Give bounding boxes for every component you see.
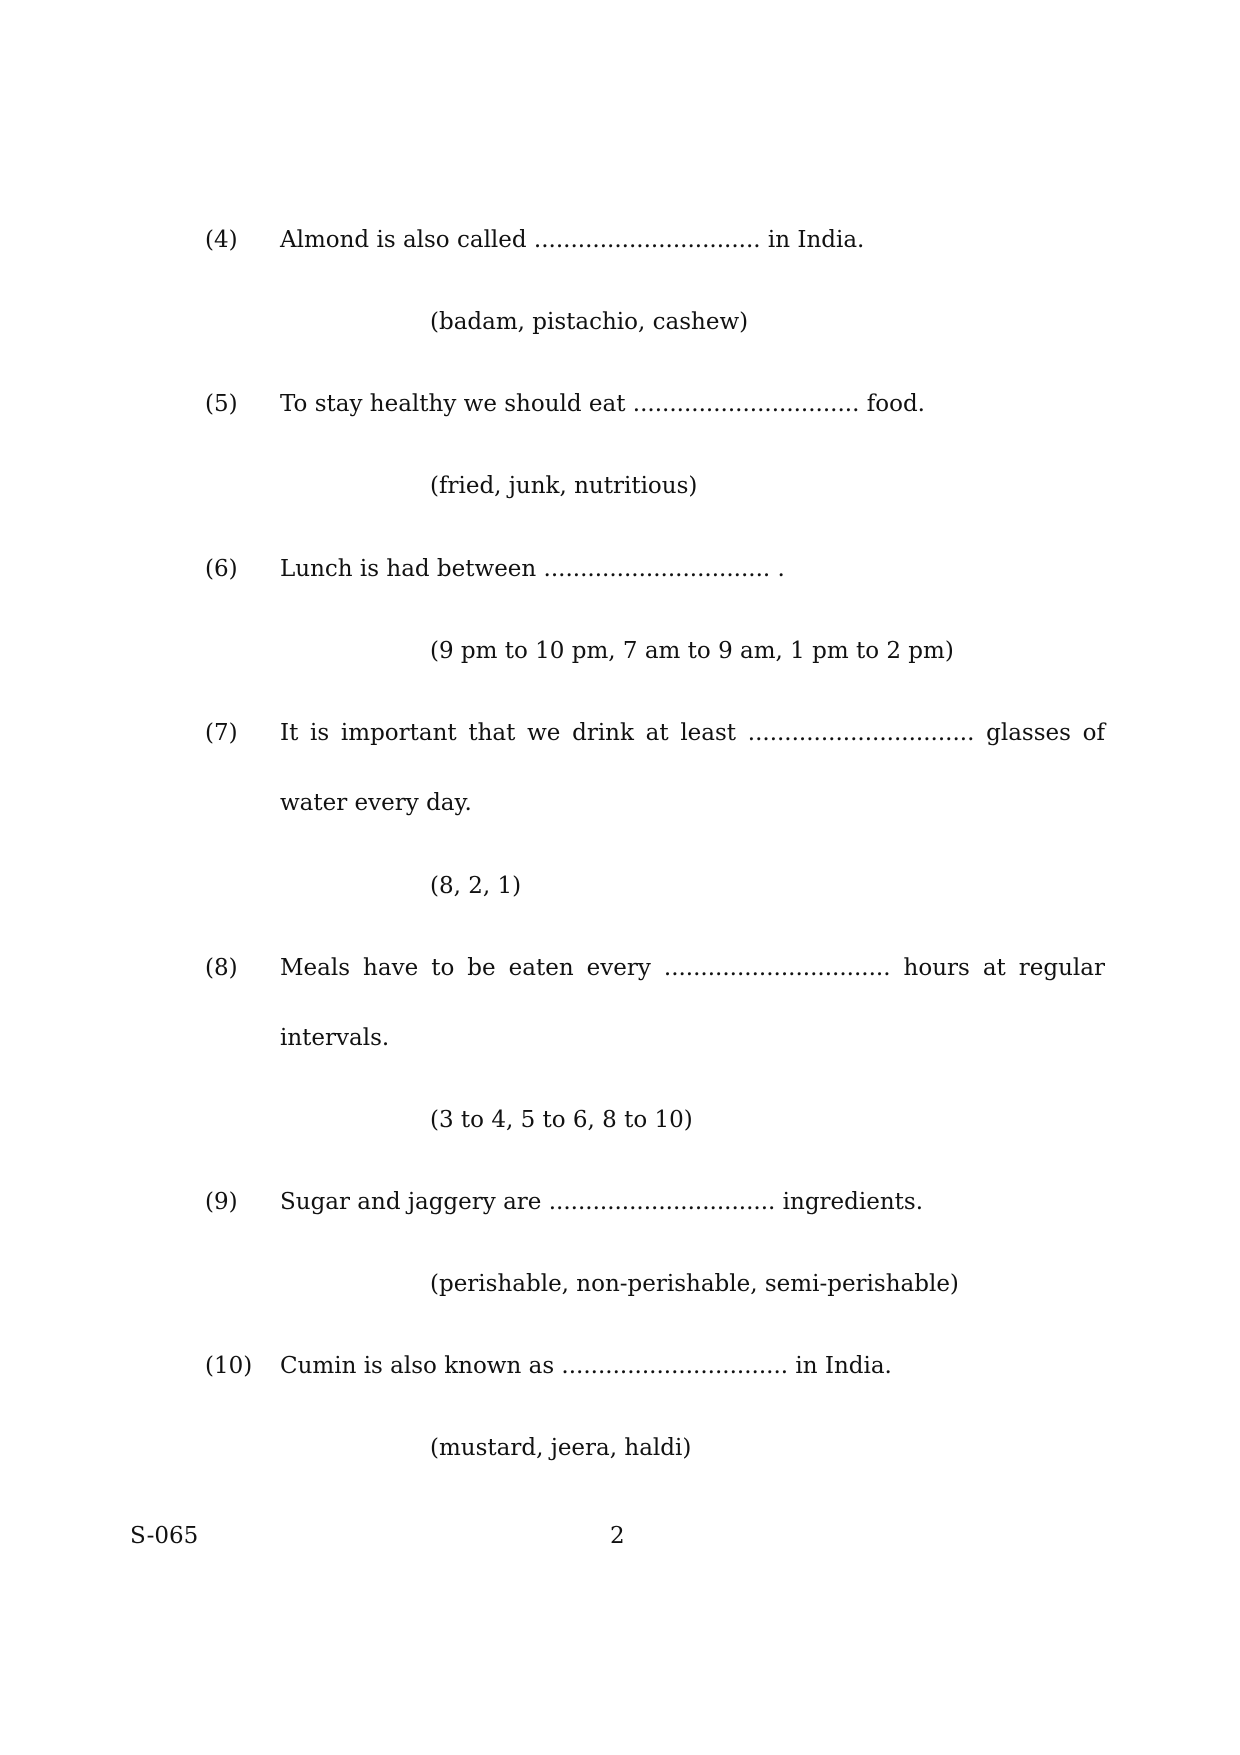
question-9-options: (perishable, non-perishable, semi-perishable)	[430, 1271, 959, 1297]
question-7	[205, 698, 1105, 838]
question-number: (5)	[205, 391, 238, 417]
question-6-options: (9 pm to 10 pm, 7 am to 9 am, 1 pm to 2 pm)	[430, 638, 954, 664]
question-4-options: (badam, pistachio, cashew)	[430, 309, 749, 335]
question-number: (7)	[205, 720, 238, 746]
paper-code: S-065	[130, 1523, 199, 1549]
question-8	[205, 933, 1105, 1073]
question-number: (10)	[205, 1353, 253, 1379]
question-6	[205, 534, 1105, 604]
question-7-options: (8, 2, 1)	[430, 873, 522, 899]
question-number: (6)	[205, 556, 238, 582]
question-10-options: (mustard, jeera, haldi)	[430, 1435, 692, 1461]
question-text: To stay healthy we should eat ............................... food.	[280, 391, 925, 417]
question-9	[205, 1167, 1105, 1237]
question-number: (9)	[205, 1189, 238, 1215]
question-text: It is important that we drink at least ............................... glasses of water every day.	[280, 720, 1105, 816]
question-number: (8)	[205, 955, 238, 981]
question-text: Almond is also called ............................... in India.	[280, 227, 865, 253]
question-5	[205, 369, 1105, 439]
question-4	[205, 205, 1105, 275]
question-10	[205, 1331, 1105, 1401]
question-8-options: (3 to 4, 5 to 6, 8 to 10)	[430, 1107, 693, 1133]
page-number: 2	[610, 1523, 625, 1549]
question-text: Sugar and jaggery are ............................... ingredients.	[280, 1189, 924, 1215]
question-text: Cumin is also known as ............................... in India.	[280, 1353, 892, 1379]
question-number: (4)	[205, 227, 238, 253]
question-text: Lunch is had between ............................... .	[280, 556, 785, 582]
question-5-options: (fried, junk, nutritious)	[430, 473, 698, 499]
question-text: Meals have to be eaten every ............................... hours at regular intervals.	[280, 955, 1105, 1051]
